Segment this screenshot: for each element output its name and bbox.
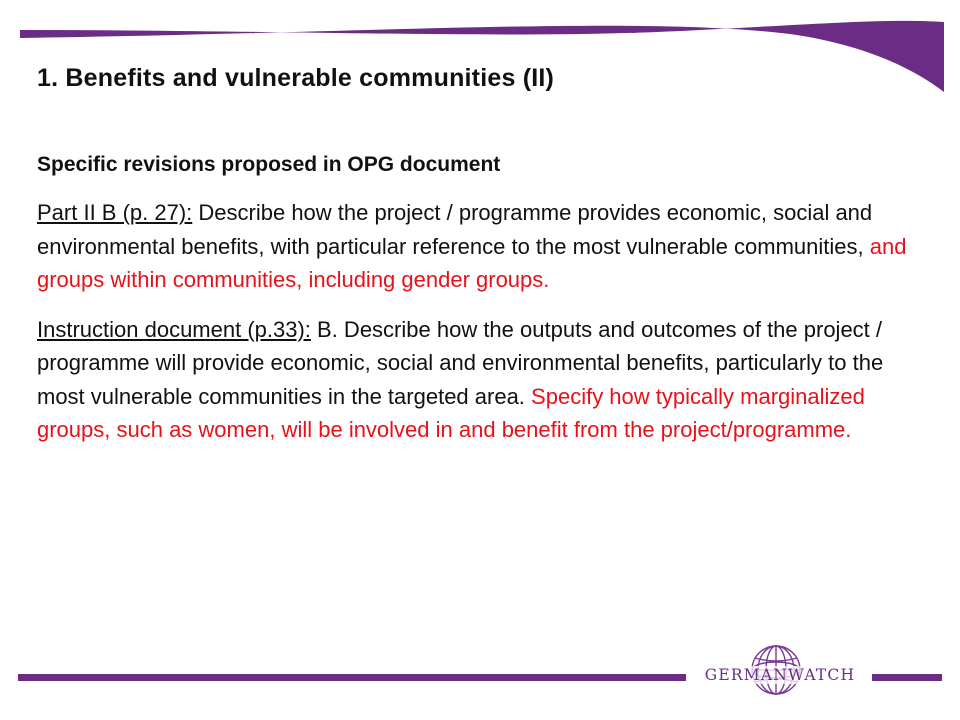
footer-bar-left — [18, 674, 686, 681]
footer-bar-right — [872, 674, 942, 681]
highlighted-revision: and groups within communities, including gender groups. — [37, 233, 907, 292]
paragraph-text: Describe how the project / programme provides economic, social and environmental benefits, with particular reference to the most vulnerable communities, — [37, 200, 873, 259]
paragraph-text: B. Describe how the outputs and outcomes of the project / programme will provide economic, social and environmental benefits, particularly to the most vulnerable communities in the targeted area. — [37, 316, 884, 409]
slide-content — [37, 150, 917, 463]
logo-wordmark: GERMANWATCH — [704, 666, 856, 684]
reference-instruction-document: Instruction document (p.33): — [37, 316, 311, 342]
reference-part-ii-b: Part II B (p. 27): — [37, 200, 193, 225]
germanwatch-logo — [692, 640, 868, 714]
header-swoosh — [0, 0, 960, 110]
subheading: Specific revisions proposed in OPG document — [37, 153, 501, 176]
paragraph-part-ii-b — [37, 196, 917, 297]
highlighted-revision: Specify how typically marginalized groups, such as women, will be involved in and benefit from the project/programme. — [37, 383, 865, 442]
slide-title: 1. Benefits and vulnerable communities (II) — [37, 64, 555, 92]
paragraph-instruction-document — [37, 313, 917, 447]
